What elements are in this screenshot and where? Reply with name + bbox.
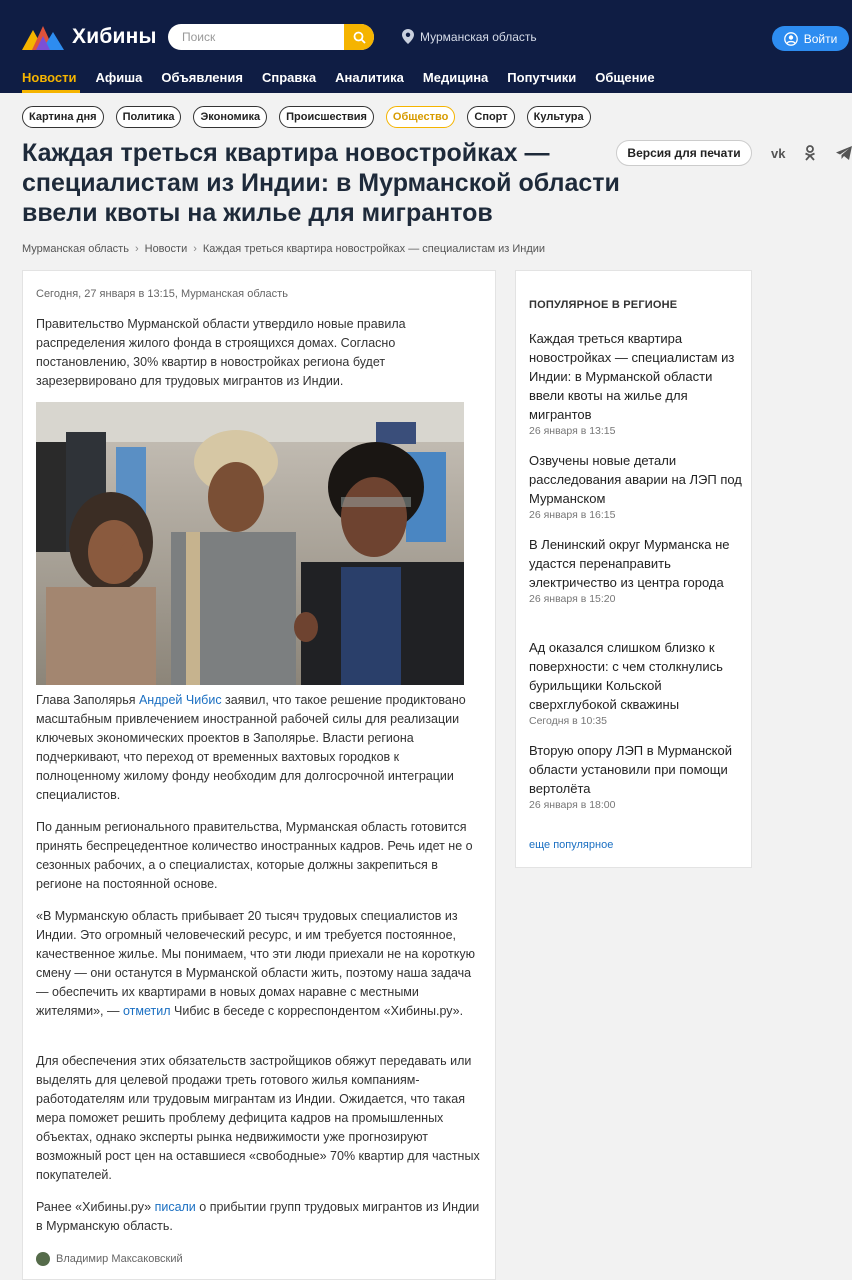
author-avatar	[36, 1252, 50, 1266]
popular-item-date: 26 января в 15:20	[529, 593, 616, 605]
link-noted[interactable]: отметил	[122, 1004, 171, 1018]
social-share	[771, 145, 852, 161]
popular-item-title: В Ленинский округ Мурманска не удастся перенаправить электричество из центра города	[529, 537, 730, 590]
link-wrote[interactable]: писали	[154, 1200, 196, 1214]
main-nav	[22, 70, 655, 85]
location-pin-icon	[402, 29, 414, 44]
tag-day-picture[interactable]: Картина дня	[22, 106, 104, 128]
popular-item[interactable]	[529, 638, 743, 727]
link-andrey-chibis[interactable]: Андрей Чибис	[138, 693, 222, 707]
article-meta: Сегодня, 27 января в 13:15, Мурманская область	[36, 288, 288, 300]
popular-item-title: Вторую опору ЛЭП в Мурманской области установили при помощи вертолёта	[529, 743, 732, 796]
popular-sidebar	[515, 270, 752, 868]
search-input[interactable]	[168, 24, 338, 50]
telegram-icon[interactable]	[835, 145, 852, 161]
popular-item-title: Каждая треться квартира новостройках — специалистам из Индии: в Мурманской области ввели квоты на жилье для мигрантов	[529, 331, 735, 422]
sidebar-heading: ПОПУЛЯРНОЕ В РЕГИОНЕ	[529, 299, 678, 311]
tag-incidents[interactable]: Происшествия	[279, 106, 374, 128]
popular-item[interactable]	[529, 535, 743, 605]
popular-item-date: 26 января в 18:00	[529, 799, 616, 811]
breadcrumb-separator: ›	[193, 243, 197, 255]
popular-item-date: 26 января в 16:15	[529, 509, 616, 521]
breadcrumb-separator: ›	[134, 243, 139, 255]
article-title: Каждая треться квартира новостройках — специалистам из Индии: в Мурманской области ввели квоты на жилье для мигрантов	[22, 139, 620, 227]
region-selector[interactable]	[402, 29, 537, 44]
nav-item-carpool[interactable]: Попутчики	[507, 70, 577, 85]
logo-text: Хибины	[72, 25, 157, 48]
tag-culture[interactable]: Культура	[527, 106, 591, 128]
vk-icon[interactable]	[771, 145, 789, 161]
nav-item-reference[interactable]: Справка	[261, 70, 317, 85]
article-paragraph-5: Ранее «Хибины.ру» писали о прибытии групп трудовых мигрантов из Индии в Мурманскую область.	[36, 1200, 480, 1233]
nav-item-analytics[interactable]: Аналитика	[335, 70, 404, 85]
login-label: Войти	[803, 31, 838, 46]
article-quote: «В Мурманскую область прибывает 20 тысяч трудовых специалистов из Индии. Это огромный человеческий ресурс, и им требуется постоянное, качественное жилье. Мы понимаем, что эти люди приехали не на короткую смену — они останутся в Мурманской области жить, поэтому наша задача — обеспечить их квартирами в новых домах наравне с местными жителями», — отметил Чибис в беседе с корреспондентом «Хибины.ру».	[36, 909, 476, 1018]
article-author[interactable]	[36, 1252, 183, 1266]
print-version-button[interactable]: Версия для печати	[616, 140, 752, 166]
article-card	[22, 270, 496, 1280]
tag-politics[interactable]: Политика	[116, 106, 182, 128]
tag-society[interactable]: Общество	[386, 106, 455, 128]
search-box	[168, 24, 374, 50]
nav-item-ads[interactable]: Объявления	[161, 70, 243, 85]
more-popular-link[interactable]: еще популярное	[529, 839, 614, 851]
login-button[interactable]	[772, 26, 849, 51]
author-name: Владимир Максаковский	[56, 1253, 183, 1265]
article-paragraph-1: Глава Заполярья Андрей Чибис заявил, что такое решение продиктовано масштабным привлечением иностранной рабочей силы для реализации ключевых экономических проектов в Заполярье. Власти региона подчеркивают, что переход от временных вахтовых городков к полноценному жилому фонду необходим для долгосрочной интеграции специалистов.	[36, 693, 466, 802]
nav-item-afisha[interactable]: Афиша	[95, 70, 143, 85]
region-label: Мурманская область	[420, 29, 537, 44]
popular-item-title: Ад оказался слишком близко к поверхности: с чем столкнулись бурильщики Кольской сверхглубокой скважины	[529, 640, 723, 712]
search-icon	[353, 31, 366, 44]
svg-text:vk: vk	[771, 146, 786, 161]
article-paragraph-4: Для обеспечения этих обязательств застройщиков обяжут передавать или выделять для целевой продажи треть готового жилья компаниям-работодателям или трудовым мигрантам из Индии. Ожидается, что такая мера поможет решить проблему дефицита кадров на промышленных объектах, однако эксперты рынка недвижимости уже прогнозируют возможный рост цен на оставшиеся «свободные» 70% квартир для частных покупателей.	[36, 1054, 480, 1182]
breadcrumb-current: Каждая треться квартира новостройках — специалистам из Индии	[202, 243, 546, 255]
breadcrumb-news[interactable]: Новости	[144, 243, 188, 255]
search-button[interactable]	[344, 24, 374, 50]
user-icon	[784, 32, 798, 46]
popular-item-date: Сегодня в 10:35	[529, 715, 607, 727]
ok-icon[interactable]	[803, 145, 821, 161]
site-logo[interactable]	[22, 24, 157, 50]
breadcrumb	[22, 243, 545, 255]
popular-item-title: Озвучены новые детали расследования аварии на ЛЭП под Мурманском	[529, 453, 742, 506]
active-nav-underline	[22, 90, 80, 93]
popular-item[interactable]	[529, 451, 743, 521]
nav-item-news[interactable]: Новости	[22, 70, 77, 85]
top-header	[0, 0, 852, 93]
tag-sport[interactable]: Спорт	[467, 106, 514, 128]
article-paragraph-2: По данным регионального правительства, Мурманская область готовится принять беспрецедентное количество иностранных кадров. Речь идет не о сезонных рабочих, а о специалистах, которые должны закрепиться в регионе на постоянной основе.	[36, 820, 473, 891]
article-photo	[36, 402, 464, 685]
popular-item[interactable]	[529, 329, 743, 437]
popular-item[interactable]	[529, 741, 743, 811]
popular-item-date: 26 января в 13:15	[529, 425, 616, 437]
tag-economy[interactable]: Экономика	[193, 106, 267, 128]
nav-item-medicine[interactable]: Медицина	[422, 70, 489, 85]
logo-mountains-icon	[22, 24, 64, 50]
breadcrumb-region[interactable]: Мурманская область	[22, 243, 129, 255]
nav-item-chat[interactable]: Общение	[595, 70, 655, 85]
article-lead: Правительство Мурманской области утвердило новые правила распределения жилого фонда в строящихся домах. Согласно постановлению, 30% квартир в новостройках региона будет зарезервировано для трудовых мигрантов из Индии.	[36, 317, 406, 388]
category-tags	[22, 106, 591, 128]
